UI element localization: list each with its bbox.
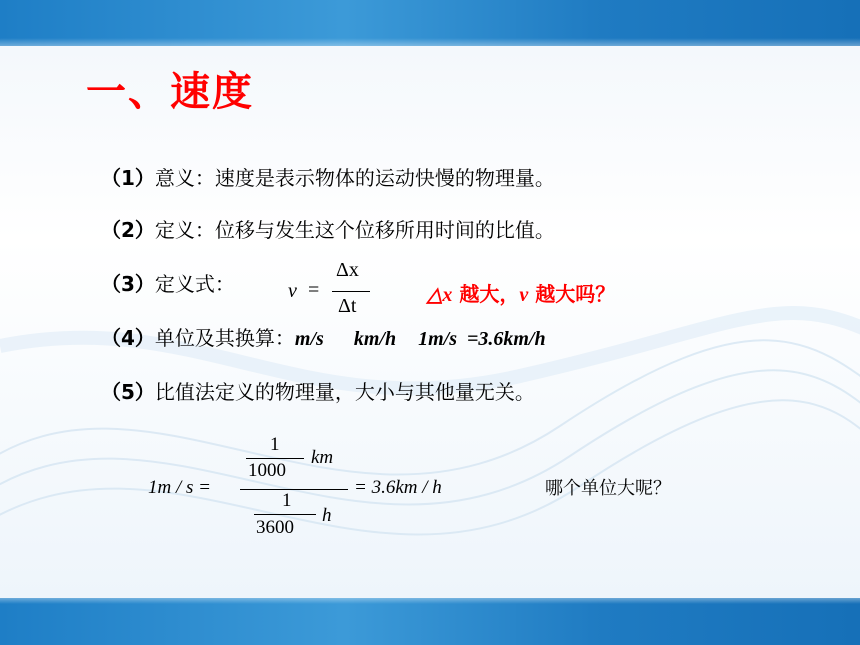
- item-text: 意义：速度是表示物体的运动快慢的物理量。: [154, 166, 555, 190]
- fraction-bar: [332, 291, 370, 292]
- item-prefix: （3）: [101, 272, 155, 296]
- conversion-formula: [148, 434, 508, 546]
- conversion-rhs: = 3.6km / h: [354, 477, 442, 498]
- formula-lhs: v: [288, 280, 297, 302]
- top-numerator: 1: [270, 434, 280, 455]
- item-prefix: （5）: [101, 380, 155, 404]
- item-prefix: （1）: [101, 166, 155, 190]
- unit-question: 哪个单位大呢？: [545, 478, 671, 499]
- top-denominator: 1000: [248, 460, 286, 481]
- inner-fraction-bar: [246, 458, 304, 459]
- item-prefix: （2）: [101, 218, 155, 242]
- unit-ms: m/s: [294, 328, 324, 350]
- item-definition: [101, 214, 555, 243]
- velocity-formula: [288, 259, 378, 323]
- slide-title: 一、速度: [86, 69, 254, 115]
- formula-numerator: Δx: [336, 259, 359, 281]
- item-prefix: （4）: [101, 326, 155, 350]
- formula-denominator: Δt: [338, 295, 357, 317]
- unit-conversion: 1m/s =3.6km/h: [418, 328, 546, 350]
- item-units: [101, 322, 546, 351]
- bottom-denominator: 3600: [256, 517, 294, 538]
- bottom-banner: [0, 598, 860, 645]
- top-unit: km: [311, 447, 334, 468]
- red-question: [427, 278, 615, 307]
- unit-kmh: km/h: [353, 328, 397, 350]
- item-formula-label: [101, 268, 235, 297]
- item-text: 单位及其换算：: [154, 326, 295, 350]
- item-ratio: [101, 376, 535, 405]
- question-part2: 越大吗？: [528, 282, 616, 306]
- v-symbol: v: [519, 284, 529, 306]
- item-text: 比值法定义的物理量，大小与其他量无关。: [154, 380, 535, 404]
- delta-x: △x: [427, 284, 453, 306]
- item-meaning: [101, 162, 555, 191]
- bottom-unit: h: [322, 505, 332, 526]
- question-part1: 越大，: [452, 282, 520, 306]
- inner-fraction-bar: [254, 514, 316, 515]
- item-text: 定义式：: [154, 272, 235, 296]
- conversion-lhs: 1m / s =: [148, 477, 211, 498]
- top-banner: [0, 0, 860, 46]
- item-text: 定义：位移与发生这个位移所用时间的比值。: [154, 218, 555, 242]
- bottom-numerator: 1: [282, 490, 292, 511]
- formula-equals: =: [308, 279, 320, 301]
- main-fraction-bar: [240, 489, 348, 490]
